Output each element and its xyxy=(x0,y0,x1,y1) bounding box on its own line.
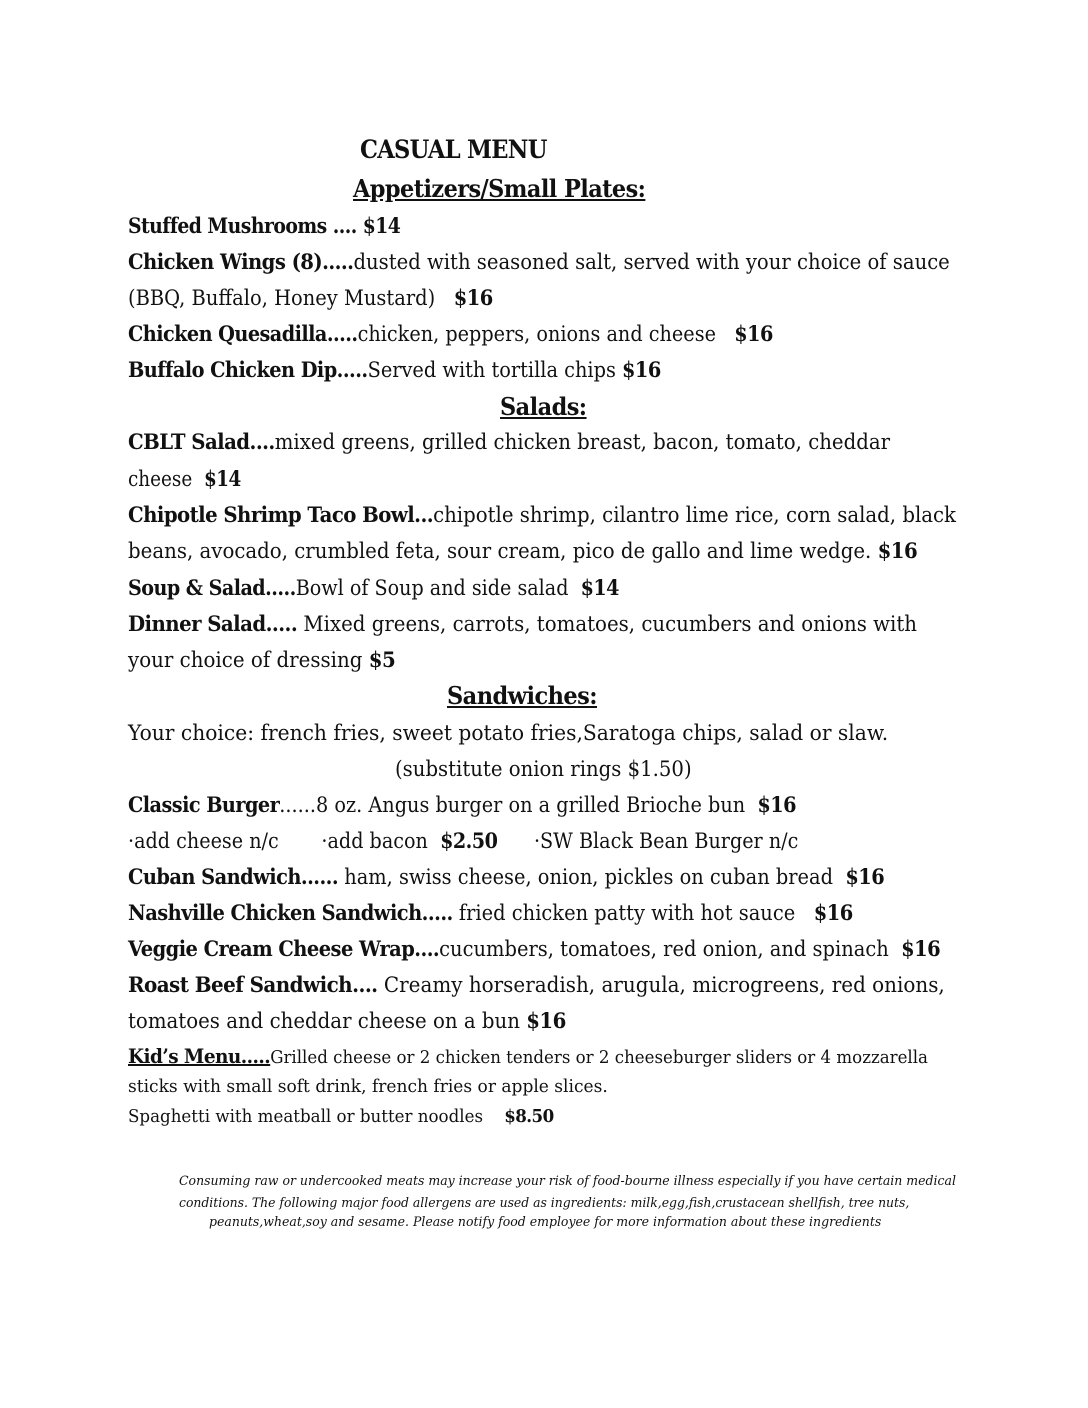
addon-black-bean-burger: ·SW Black Bean Burger n/c xyxy=(533,829,799,853)
disclaimer-line-1: Consuming raw or undercooked meats may increase your risk of food-bourne illness especially if you have certain medical xyxy=(179,1174,956,1189)
item-description: mixed greens, grilled chicken breast, bacon, tomato, cheddar xyxy=(274,430,890,454)
item-price: $14 xyxy=(203,466,241,491)
menu-item-buffalo-chicken-dip xyxy=(128,356,661,384)
item-description: fried chicken patty with hot sauce xyxy=(452,901,796,925)
item-description: beans, avocado, crumbled feta, sour cream, pico de gallo and lime wedge. xyxy=(128,539,872,563)
page-title: CASUAL MENU xyxy=(360,135,547,164)
kids-menu-heading: Kid’s Menu..... xyxy=(128,1044,271,1068)
item-name: Classic Burger xyxy=(128,792,280,817)
menu-item-chicken-wings xyxy=(128,248,950,276)
disclaimer-line-2: conditions. The following major food allergens are used as ingredients: milk,egg,fish,crustacean shellfish, tree nuts, xyxy=(179,1196,910,1211)
kids-menu xyxy=(128,1042,928,1072)
menu-item-chicken-wings-cont xyxy=(128,284,493,312)
addon-cheese: ·add cheese n/c xyxy=(128,829,279,853)
addon-bacon-price: $2.50 xyxy=(440,828,498,853)
item-price: $14 xyxy=(362,213,401,238)
item-name: Chicken Wings (8)..... xyxy=(128,249,354,274)
menu-item-cblt-salad-cont xyxy=(128,465,241,493)
item-description: Creamy horseradish, arugula, microgreens, red onions, xyxy=(377,973,945,997)
menu-item-dinner-salad-cont xyxy=(128,646,395,674)
kids-menu-cont: sticks with small soft drink, french fries or apple slices. xyxy=(128,1076,608,1097)
item-name: CBLT Salad.... xyxy=(128,429,275,454)
item-price: $16 xyxy=(734,321,773,346)
burger-addons xyxy=(128,827,798,855)
disclaimer-line-3: peanuts,wheat,soy and sesame. Please notify food employee for more information about these ingredients xyxy=(209,1215,882,1230)
item-description: cucumbers, tomatoes, red onion, and spinach xyxy=(439,937,889,961)
menu-item-chipotle-shrimp-taco-bowl xyxy=(128,501,956,529)
kids-menu-description: Grilled cheese or 2 chicken tenders or 2 cheeseburger sliders or 4 mozzarella xyxy=(270,1047,928,1068)
kids-menu-price: $8.50 xyxy=(504,1106,554,1127)
item-price: $16 xyxy=(845,864,885,889)
sandwich-substitute-note: (substitute onion rings $1.50) xyxy=(395,757,692,781)
menu-item-roast-beef-sandwich-cont xyxy=(128,1007,566,1035)
menu-item-classic-burger xyxy=(128,791,796,819)
item-price: $16 xyxy=(622,357,661,382)
item-name: Buffalo Chicken Dip..... xyxy=(128,357,368,382)
menu-item-chicken-quesadilla xyxy=(128,320,773,348)
menu-item-chipotle-shrimp-taco-bowl-cont xyxy=(128,537,917,565)
item-price: $14 xyxy=(580,575,619,600)
menu-item-dinner-salad xyxy=(128,610,917,638)
addon-bacon: ·add bacon xyxy=(321,829,428,853)
item-name: Soup & Salad..... xyxy=(128,575,296,600)
item-price: $16 xyxy=(453,285,493,310)
item-description: chipotle shrimp, cilantro lime rice, corn salad, black xyxy=(433,503,956,527)
item-description: your choice of dressing xyxy=(128,648,363,672)
menu-item-cuban-sandwich xyxy=(128,863,884,891)
menu-item-cblt-salad xyxy=(128,428,890,456)
section-heading-sandwiches: Sandwiches: xyxy=(447,681,597,710)
item-price: $16 xyxy=(813,900,853,925)
section-heading-appetizers: Appetizers/Small Plates: xyxy=(353,174,646,203)
item-description: cheese xyxy=(128,467,193,491)
item-description: Bowl of Soup and side salad xyxy=(295,576,569,600)
item-name: Dinner Salad..... xyxy=(128,611,298,636)
item-description: Mixed greens, carrots, tomatoes, cucumbers and onions with xyxy=(297,612,918,636)
menu-item-veggie-cream-cheese-wrap xyxy=(128,935,940,963)
item-description: chicken, peppers, onions and cheese xyxy=(357,322,716,346)
item-description: dusted with seasoned salt, served with your choice of sauce xyxy=(353,250,950,274)
section-heading-salads: Salads: xyxy=(500,392,587,421)
item-description: (BBQ, Buffalo, Honey Mustard) xyxy=(128,286,436,310)
menu-item-stuffed-mushrooms xyxy=(128,212,400,240)
item-description: tomatoes and cheddar cheese on a bun xyxy=(128,1009,520,1033)
kids-menu-spaghetti xyxy=(128,1103,554,1131)
item-price: $16 xyxy=(526,1008,566,1033)
item-name: Cuban Sandwich...... xyxy=(128,864,339,889)
menu-item-roast-beef-sandwich xyxy=(128,971,945,999)
item-description: ......8 oz. Angus burger on a grilled Brioche bun xyxy=(279,793,746,817)
menu-item-soup-and-salad xyxy=(128,574,619,602)
item-price: $16 xyxy=(877,538,918,563)
sandwich-side-choice: Your choice: french fries, sweet potato fries,Saratoga chips, salad or slaw. xyxy=(128,721,889,745)
item-name: Chipotle Shrimp Taco Bowl... xyxy=(128,502,434,527)
item-description: Served with tortilla chips xyxy=(367,358,616,382)
item-price: $5 xyxy=(368,647,396,672)
item-name: Veggie Cream Cheese Wrap.... xyxy=(128,936,440,961)
item-name: Chicken Quesadilla..... xyxy=(128,321,358,346)
item-price: $16 xyxy=(901,936,941,961)
item-name: Roast Beef Sandwich.... xyxy=(128,972,378,997)
item-description: ham, swiss cheese, onion, pickles on cuban bread xyxy=(338,865,833,889)
kids-menu-spaghetti-text: Spaghetti with meatball or butter noodles xyxy=(128,1106,484,1127)
item-price: $16 xyxy=(757,792,796,817)
item-name: Stuffed Mushrooms .... xyxy=(128,213,357,238)
menu-item-nashville-chicken-sandwich xyxy=(128,899,853,927)
item-name: Nashville Chicken Sandwich..... xyxy=(128,900,453,925)
